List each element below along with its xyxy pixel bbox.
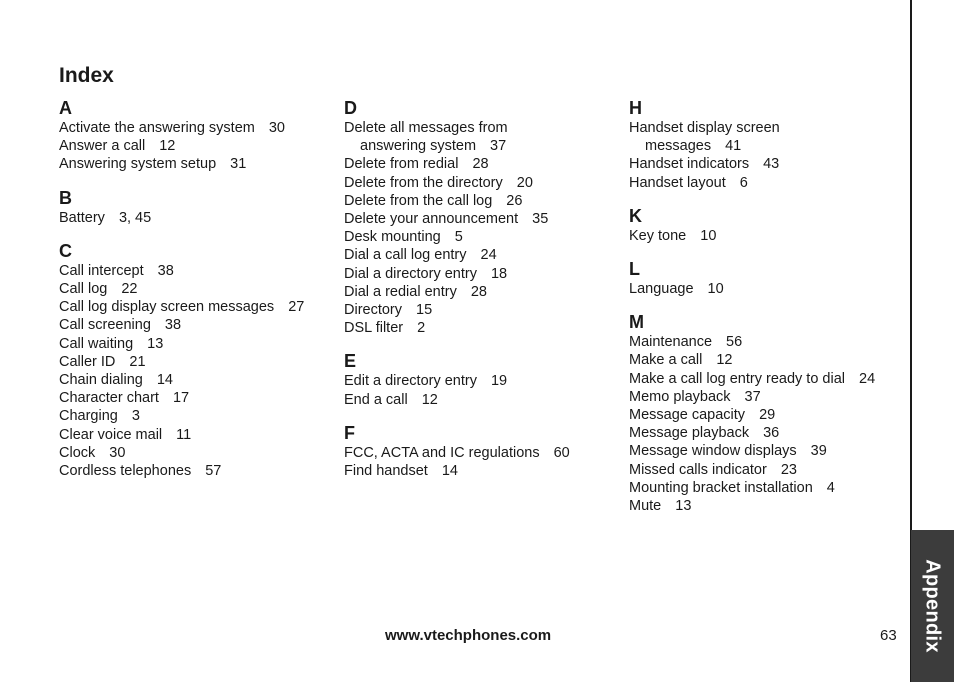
index-page-ref: 37 (490, 138, 507, 155)
index-section-f (344, 422, 619, 480)
index-term: Chain dialing (59, 372, 143, 389)
section-letter: H (629, 98, 642, 118)
index-entry (629, 333, 904, 351)
index-entry (344, 372, 619, 390)
index-page-ref: 24 (480, 247, 497, 264)
index-term: Character chart (59, 390, 159, 407)
index-page-ref: 18 (490, 265, 508, 282)
index-column-2 (344, 97, 619, 493)
index-entry (59, 335, 334, 353)
index-term: messages (645, 138, 712, 155)
index-page-ref: 21 (129, 353, 146, 370)
index-entry (629, 280, 904, 298)
section-letter: C (59, 240, 72, 261)
section-letter: L (629, 259, 640, 280)
index-entry (629, 351, 904, 369)
index-page-ref: 3 (131, 408, 140, 425)
index-term: Message capacity (629, 407, 746, 424)
index-page-ref: 36 (763, 425, 780, 442)
index-section-c (59, 240, 334, 480)
index-page-ref: 12 (159, 138, 176, 155)
section-letter: B (59, 187, 72, 208)
index-term: Language (629, 281, 694, 298)
index-page-ref: 17 (172, 390, 190, 407)
index-page-ref: 39 (810, 443, 827, 460)
index-page-ref: 31 (230, 156, 247, 173)
index-term: Find handset (344, 463, 428, 480)
index-entry-list (59, 262, 334, 480)
index-term: Handset indicators (629, 156, 750, 173)
index-entry-list (629, 119, 904, 192)
index-term: Maintenance (629, 334, 713, 351)
index-page-ref: 30 (109, 444, 126, 461)
side-tab-label: Appendix (921, 559, 944, 653)
index-entry (344, 192, 619, 210)
index-entry (59, 280, 334, 298)
index-term: Call intercept (59, 262, 144, 279)
index-term: FCC, ACTA and IC regulations (344, 444, 540, 461)
index-page-ref: 14 (441, 463, 458, 480)
index-page-ref: 26 (506, 192, 523, 209)
index-entry (344, 444, 619, 462)
index-entry-list (344, 372, 619, 408)
index-entry (59, 262, 334, 280)
index-entry (344, 283, 619, 301)
index-page-ref: 28 (472, 156, 489, 173)
index-term: Cordless telephones (59, 463, 192, 480)
index-entry (344, 246, 619, 264)
index-entry (344, 210, 619, 228)
index-entry (629, 442, 904, 460)
index-entry (629, 497, 904, 515)
index-page-ref: 30 (268, 120, 285, 136)
index-entry (59, 371, 334, 389)
index-term: Edit a directory entry (344, 373, 477, 390)
index-entry-list (59, 119, 334, 174)
appendix-side-tab (911, 530, 954, 682)
index-entry (59, 444, 334, 462)
section-letter: E (344, 351, 357, 372)
index-entry (344, 228, 619, 246)
index-section-b (59, 187, 334, 227)
index-page-ref: 14 (156, 372, 173, 389)
index-entry (59, 209, 334, 227)
index-term: Call waiting (59, 335, 134, 352)
index-page-ref: 22 (121, 281, 138, 298)
index-section-l (629, 258, 904, 298)
index-term: Charging (59, 408, 118, 425)
index-entry (344, 265, 619, 283)
section-letter: K (629, 205, 642, 226)
index-entry-continuation (629, 137, 904, 155)
index-entry (629, 119, 904, 137)
index-term: Dial a redial entry (344, 283, 457, 300)
index-entry-continuation (344, 137, 619, 155)
index-term: Dial a directory entry (344, 265, 477, 282)
index-term: Message window displays (629, 443, 797, 460)
index-term: Key tone (629, 227, 687, 244)
index-entry (629, 461, 904, 479)
index-page-ref: 10 (707, 281, 724, 298)
index-term: Delete from the directory (344, 174, 503, 191)
index-term: Handset display screen (629, 120, 780, 136)
index-page-ref: 13 (675, 498, 692, 515)
index-term: Memo playback (629, 388, 731, 405)
index-entry (344, 174, 619, 192)
index-term: Answering system setup (59, 156, 217, 173)
index-entry (629, 174, 904, 192)
index-entry (629, 227, 904, 245)
index-term: Call log (59, 281, 108, 298)
index-term: Message playback (629, 425, 750, 442)
index-term: Caller ID (59, 353, 116, 370)
index-section-d (344, 97, 619, 337)
index-entry-list (629, 280, 904, 298)
index-section-h (629, 97, 904, 192)
index-page-ref: 29 (759, 407, 776, 424)
index-page-ref: 3, 45 (118, 209, 152, 226)
index-term: Dial a call log entry (344, 247, 467, 264)
index-page-ref: 38 (164, 317, 182, 334)
index-term: DSL filter (344, 320, 404, 337)
index-entry-list (629, 227, 904, 245)
section-letter: M (629, 312, 644, 333)
section-letter: D (344, 98, 357, 118)
index-section-e (344, 350, 619, 408)
index-page-ref: 6 (739, 174, 748, 191)
index-section-m (629, 311, 904, 515)
index-page-ref: 24 (859, 370, 876, 387)
index-page-ref: 37 (744, 388, 761, 405)
index-page-ref: 20 (516, 174, 533, 191)
index-entry (59, 119, 334, 137)
index-page-ref: 15 (416, 302, 433, 319)
index-page-ref: 60 (553, 444, 570, 461)
index-page-ref: 35 (532, 211, 549, 228)
index-page-ref: 23 (780, 461, 797, 478)
index-entry (344, 462, 619, 480)
index-term: Clock (59, 444, 96, 461)
index-entry (59, 298, 334, 316)
section-letter: F (344, 422, 355, 443)
index-term: End a call (344, 391, 408, 408)
index-page-ref: 19 (490, 373, 508, 390)
index-section-k (629, 205, 904, 245)
index-page-ref: 13 (147, 335, 164, 352)
index-entry-list (344, 444, 619, 480)
index-page-ref: 38 (157, 262, 174, 279)
index-term: Mounting bracket installation (629, 479, 813, 496)
index-term: Clear voice mail (59, 426, 163, 443)
index-page-ref: 57 (205, 463, 222, 480)
index-entry-list (59, 209, 334, 227)
index-page-ref: 12 (716, 352, 733, 369)
index-page-ref: 2 (417, 320, 426, 337)
index-term: Activate the answering system (59, 120, 255, 136)
index-entry (344, 319, 619, 337)
page-title: Index (59, 64, 114, 87)
index-term: Battery (59, 209, 105, 226)
index-entry (629, 479, 904, 497)
index-term: Make a call (629, 352, 703, 369)
index-page-ref: 56 (726, 334, 743, 351)
index-entry (344, 301, 619, 319)
index-entry-list (629, 333, 904, 515)
index-term: Answer a call (59, 138, 146, 155)
index-entry (59, 462, 334, 480)
index-term: Desk mounting (344, 229, 441, 246)
footer-url[interactable]: www.vtechphones.com (385, 627, 552, 644)
index-entry-list (344, 119, 619, 337)
index-entry (629, 388, 904, 406)
index-section-a (59, 97, 334, 174)
index-term: Call log display screen messages (59, 299, 275, 316)
index-entry (59, 407, 334, 425)
index-term: Delete your announcement (344, 211, 519, 228)
index-page-ref: 43 (763, 156, 780, 173)
index-entry (344, 391, 619, 409)
index-entry (59, 426, 334, 444)
index-page-ref: 11 (176, 426, 192, 443)
index-entry (344, 119, 619, 137)
index-term: Delete all messages from (344, 120, 508, 136)
page-number: 63 (880, 627, 897, 644)
index-entry (629, 406, 904, 424)
index-term: Make a call log entry ready to dial (629, 370, 845, 387)
index-page-ref: 12 (421, 391, 438, 408)
index-page-ref: 5 (454, 229, 463, 246)
index-entry (629, 155, 904, 173)
index-term: Call screening (59, 317, 151, 334)
index-term: answering system (360, 138, 477, 155)
index-page-ref: 27 (288, 299, 305, 316)
index-term: Directory (344, 302, 403, 319)
index-term: Delete from the call log (344, 192, 493, 209)
index-term: Missed calls indicator (629, 461, 767, 478)
index-entry (344, 155, 619, 173)
index-entry (59, 389, 334, 407)
index-entry (629, 370, 904, 388)
index-term: Mute (629, 498, 662, 515)
index-column-3 (629, 97, 904, 528)
index-page-ref: 4 (826, 479, 835, 496)
index-entry (59, 155, 334, 173)
index-page-ref: 10 (700, 227, 717, 244)
index-term: Delete from redial (344, 156, 459, 173)
index-column-1 (59, 97, 334, 493)
index-page-ref: 28 (470, 283, 487, 300)
section-letter: A (59, 98, 72, 118)
index-page-ref: 41 (725, 138, 742, 155)
index-entry (629, 424, 904, 442)
index-entry (59, 137, 334, 155)
index-term: Handset layout (629, 174, 726, 191)
index-entry (59, 353, 334, 371)
index-entry (59, 316, 334, 334)
